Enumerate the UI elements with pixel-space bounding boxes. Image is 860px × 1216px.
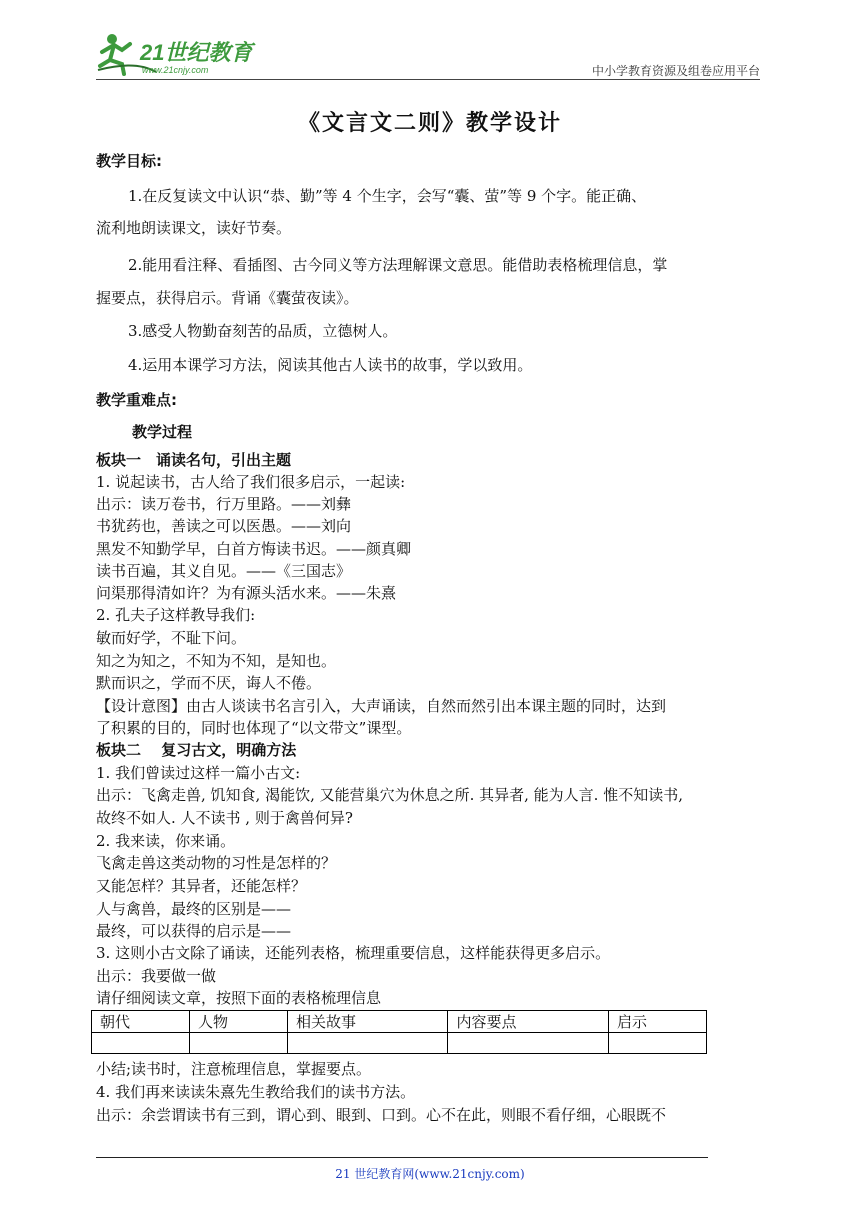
document-title: 《文言文二则》教学设计 (297, 110, 562, 136)
block1-line: 2. 孔夫子这样教导我们: (96, 606, 256, 624)
page-header (96, 30, 760, 78)
goal-line: 4.运用本课学习方法，阅读其他古人读书的故事，学以致用。 (128, 356, 533, 374)
block1-line: 默而识之，学而不厌，诲人不倦。 (96, 674, 322, 692)
table-header-cell: 人物 (189, 1011, 287, 1033)
goal-line: 3.感受人物勤奋刻苦的品质，立德树人。 (128, 322, 398, 340)
goals-heading: 教学目标: (96, 152, 162, 170)
block2-line: 出示：飞禽走兽, 饥知食, 渴能饮, 又能营巢穴为休息之所. 其异者, 能为人言. 惟不知读书, (96, 786, 683, 804)
block1-line: 1. 说起读书，古人给了我们很多启示，一起读: (96, 473, 406, 491)
key-points-heading: 教学重难点: (96, 391, 177, 409)
goal-line: 2.能用看注释、看插图、古今同义等方法理解课文意思。能借助表格梳理信息，掌 (128, 256, 668, 274)
table-row (92, 1033, 707, 1054)
svg-text:21世纪教育: 21世纪教育 (140, 40, 253, 65)
block1-line: 敏而好学，不耻下问。 (96, 629, 247, 647)
block1-line: 问渠那得清如许？为有源头活水来。——朱熹 (96, 584, 397, 602)
block2-line: 4. 我们再来读读朱熹先生教给我们的读书方法。 (96, 1083, 416, 1101)
table-header-cell: 内容要点 (448, 1011, 609, 1033)
table-cell (608, 1033, 706, 1054)
header-platform-text: 中小学教育资源及组卷应用平台 (591, 64, 760, 78)
block2-line: 1. 我们曾读过这样一篇小古文: (96, 764, 301, 782)
block2-line: 人与禽兽，最终的区别是—— (96, 900, 292, 918)
table-header-cell: 相关故事 (287, 1011, 448, 1033)
block2-line: 3. 这则小古文除了诵读，还能列表格，梳理重要信息，这样能获得更多启示。 (96, 944, 611, 962)
footer-text: 21 世纪教育网(www.21cnjy.com) (335, 1167, 525, 1181)
block1-heading: 板块一 诵读名句，引出主题 (96, 451, 292, 469)
table-header-cell: 启示 (608, 1011, 706, 1033)
block2-line: 又能怎样？其异者，还能怎样？ (96, 877, 307, 895)
process-heading: 教学过程 (132, 423, 193, 441)
block2-heading: 板块二 复习古文，明确方法 (96, 741, 297, 759)
table-cell (448, 1033, 609, 1054)
info-table (91, 1010, 707, 1054)
goal-line: 流利地朗读课文，读好节奏。 (96, 219, 292, 237)
block2-line: 飞禽走兽这类动物的习性是怎样的？ (96, 854, 337, 872)
block2-line: 出示：我要做一做 (96, 967, 217, 985)
table-cell (189, 1033, 287, 1054)
block1-line: 黑发不知勤学早，白首方悔读书迟。——颜真卿 (96, 540, 412, 558)
summary-line: 小结;读书时，注意梳理信息，掌握要点。 (96, 1060, 372, 1078)
block2-line: 最终，可以获得的启示是—— (96, 922, 292, 940)
block2-line: 请仔细阅读文章，按照下面的表格梳理信息 (96, 989, 382, 1007)
footer-divider (96, 1157, 708, 1158)
table-header-row (92, 1011, 707, 1033)
design-intent-line: 【设计意图】由古人谈读书名言引入，大声诵读，自然而然引出本课主题的同时，达到 (96, 697, 667, 715)
logo-21cnjy (96, 30, 266, 78)
block1-line: 书犹药也，善读之可以医愚。——刘向 (96, 517, 352, 535)
header-divider (96, 79, 760, 80)
block1-line: 知之为知之，不知为不知，是知也。 (96, 652, 337, 670)
block2-line: 出示：余尝谓读书有三到，谓心到、眼到、口到。心不在此，则眼不看仔细，心眼既不 (96, 1106, 667, 1124)
table-cell (92, 1033, 190, 1054)
block2-line: 故终不如人. 人不读书 , 则于禽兽何异? (96, 809, 353, 827)
design-intent-line: 了积累的目的，同时也体现了“以文带文”课型。 (96, 719, 412, 737)
block1-line: 出示：读万卷书，行万里路。——刘彝 (96, 495, 352, 513)
table-header-cell: 朝代 (92, 1011, 190, 1033)
svg-text:www.21cnjy.com: www.21cnjy.com (142, 65, 209, 75)
block2-line: 2. 我来读，你来诵。 (96, 832, 236, 850)
block1-line: 读书百遍，其义自见。——《三国志》 (96, 562, 352, 580)
table-cell (287, 1033, 448, 1054)
goal-line: 握要点，获得启示。背诵《囊萤夜读》。 (96, 289, 359, 307)
goal-line: 1.在反复读文中认识“恭、勤”等 4 个生字，会写“囊、萤”等 9 个字。能正确、 (128, 187, 647, 205)
